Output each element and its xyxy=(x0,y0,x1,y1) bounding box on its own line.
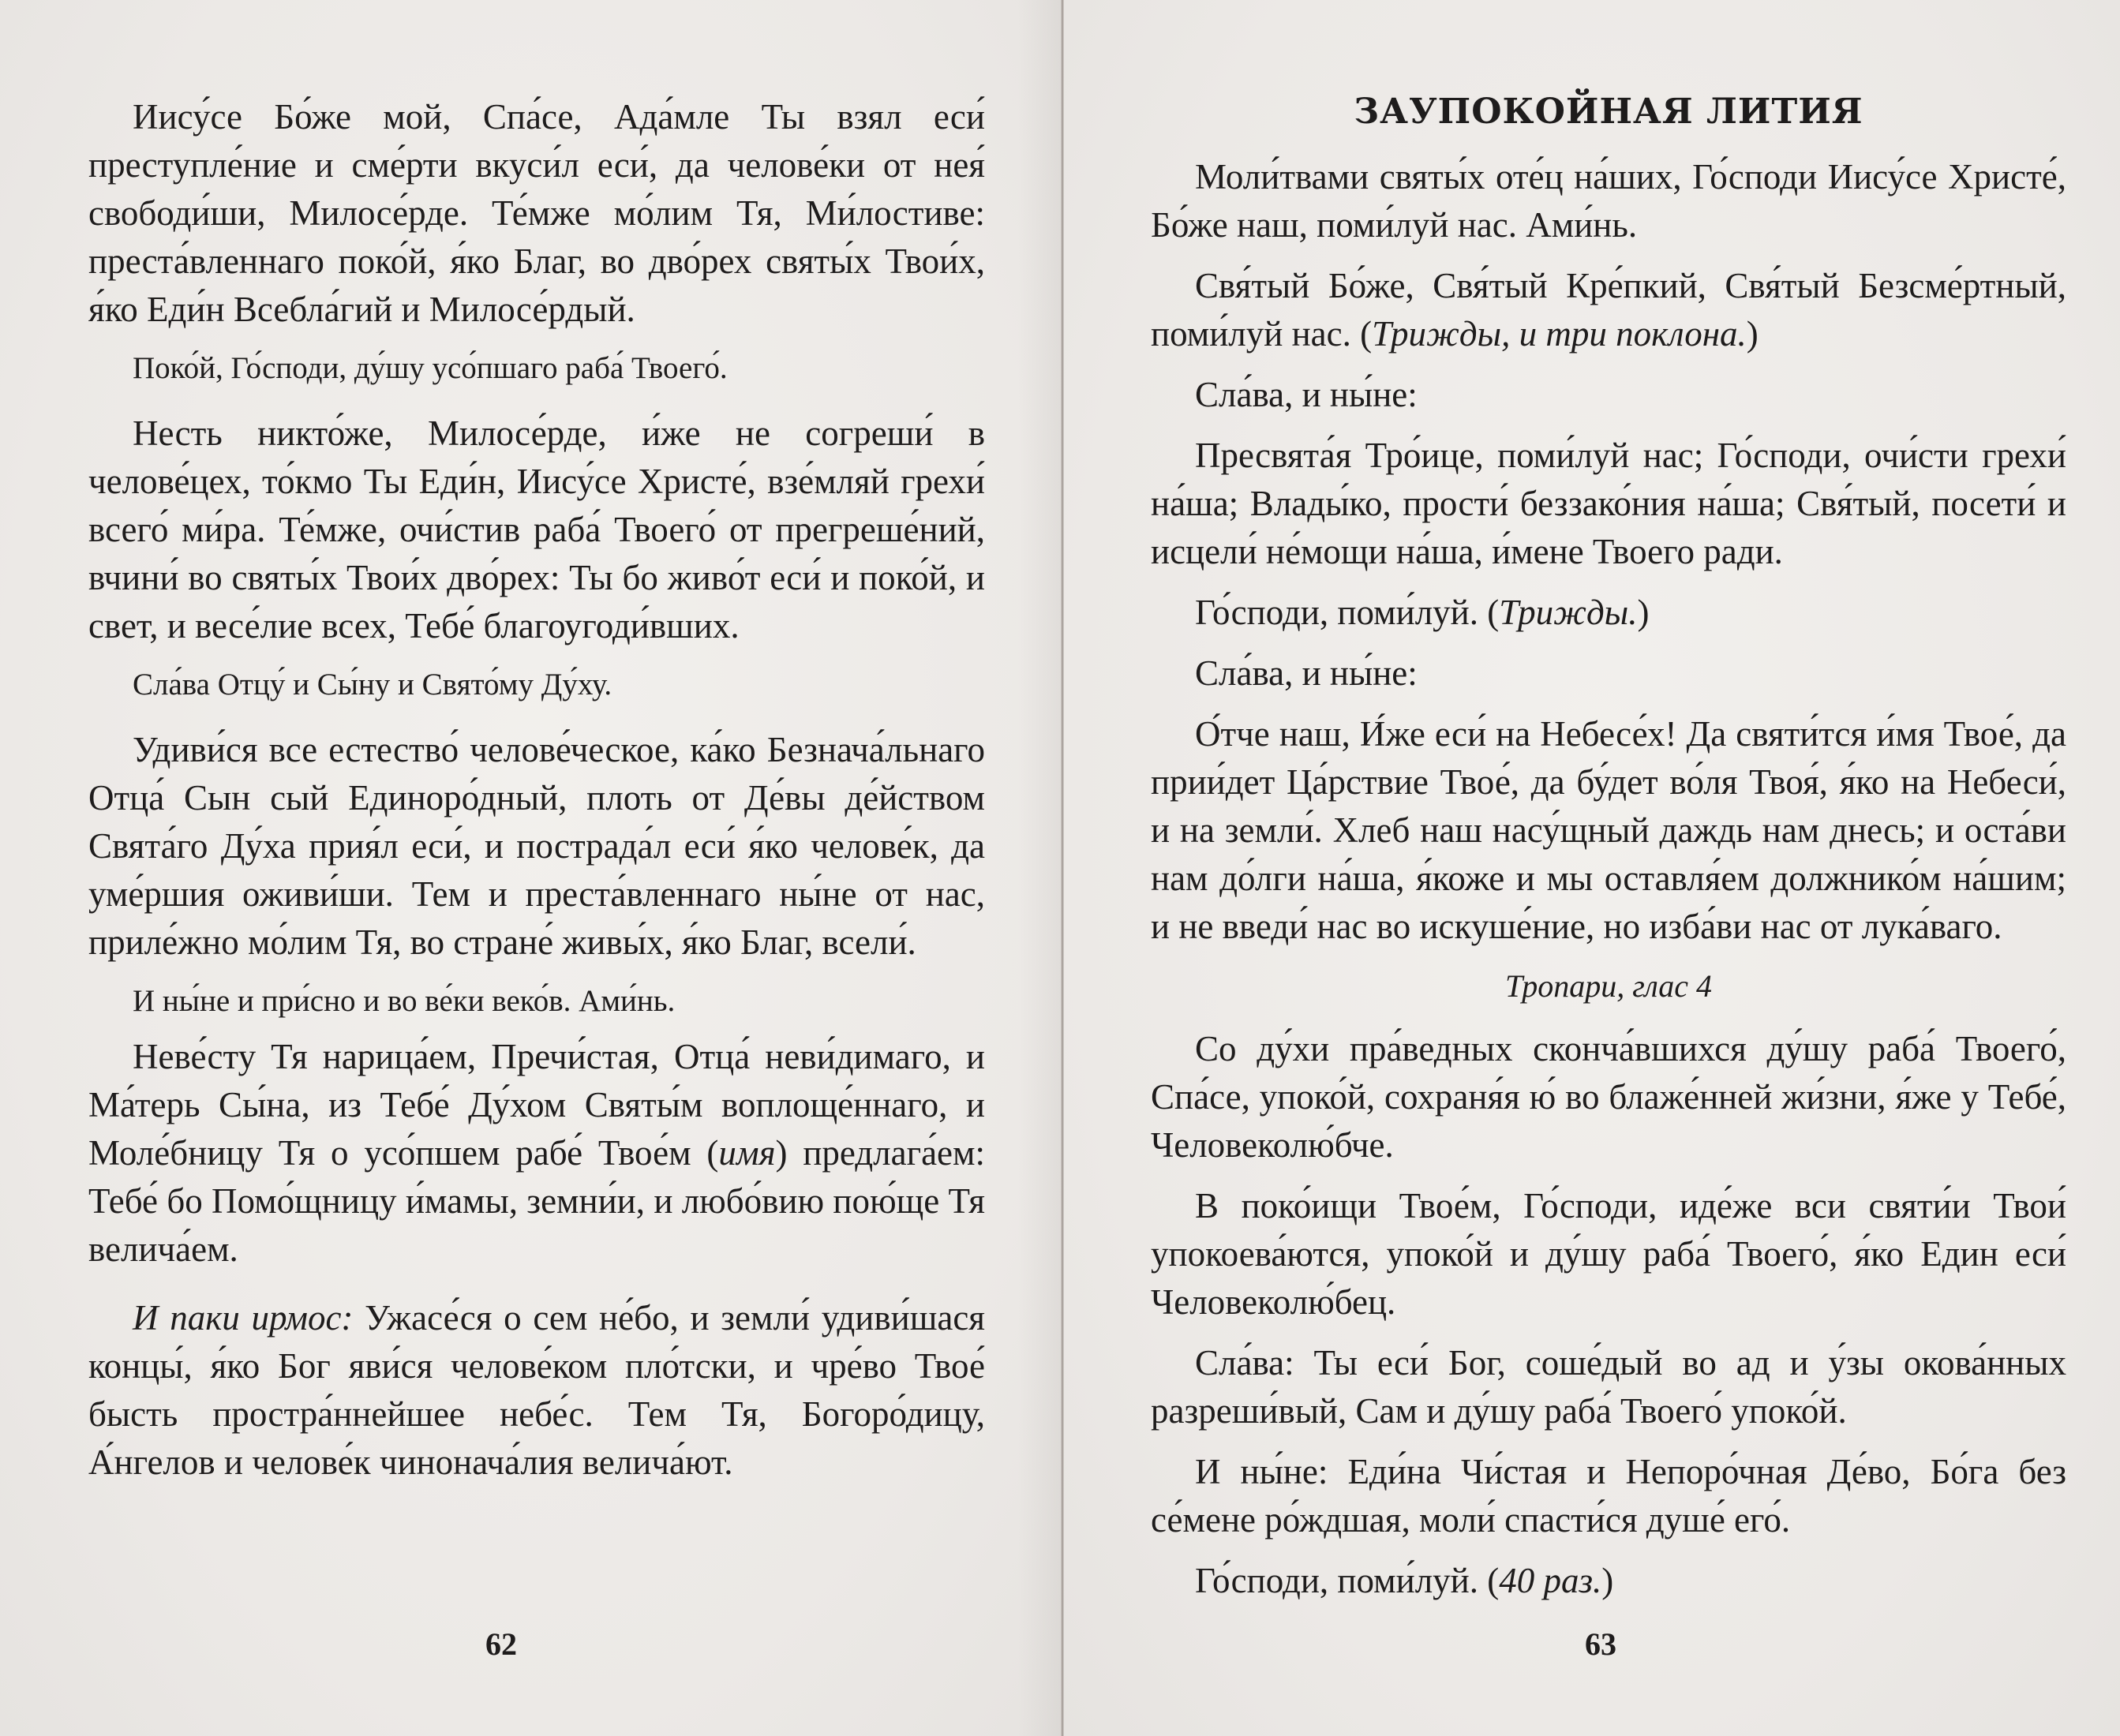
paragraph: Сла́ва, и ны́не: xyxy=(1195,375,1418,414)
paragraph: О́тче наш, И́же еси́ на Небесе́х! Да святи́тся и́мя Твое́, да прии́дет Ца́рствие Твое́, да бу́дет во́ля Твоя́, я́ко на Небеси́, и на земли́. Хлеб наш насу́щный даждь нам днесь; и оста́ви нам до́лги на́ша, я́коже и мы оставля́ем должнико́м на́шим; и не введи́ нас во искуше́ние, но изба́ви нас от лука́ваго. xyxy=(1151,714,2066,946)
paragraph xyxy=(1151,262,2066,358)
paragraph-text: Го́споди, поми́луй. ( xyxy=(1195,1561,1500,1600)
rubric-italic: И паки ирмос: xyxy=(133,1298,354,1338)
paragraph-text: Ужасе́ся о сем не́бо, и земли́ удиви́шася концы́, я́ко Бог яви́ся челове́ком пло́тски, и чре́во Твое́ бысть простра́ннейшее небе́с. Тем Тя, Богоро́дицу, А́нгелов и челове́к чинонача́лия велича́ют. xyxy=(88,1298,985,1482)
paragraph-text: ) xyxy=(1601,1561,1614,1600)
refrain: Поко́й, Го́споди, ду́шу усо́пшаго раба́ Твоего́. xyxy=(133,351,728,385)
right-page xyxy=(1064,0,2120,1736)
paragraph-text: ) xyxy=(1746,314,1759,354)
section-subheading: Тропари, глас 4 xyxy=(1504,968,1712,1004)
paragraph: Со ду́хи пра́ведных сконча́вшихся ду́шу раба́ Твоего́, Спа́се, упоко́й, сохраня́я ю́ во блаже́нней жи́зни, я́же у Тебе́, Человеколю́бче. xyxy=(1151,1029,2066,1165)
rubric-italic: Трижды, и три поклона. xyxy=(1372,314,1747,354)
page-number: 62 xyxy=(485,1626,517,1662)
left-page-text xyxy=(88,93,985,1499)
rubric-italic: 40 раз. xyxy=(1499,1561,1602,1600)
paragraph-text: ) xyxy=(1637,593,1650,632)
paragraph xyxy=(88,1033,985,1274)
refrain: И ны́не и при́сно и во ве́ки веко́в. Ами́нь. xyxy=(133,984,676,1018)
page-number: 63 xyxy=(1585,1626,1616,1662)
rubric-italic: имя xyxy=(718,1133,776,1173)
paragraph-text: Го́споди, поми́луй. ( xyxy=(1195,593,1500,632)
paragraph xyxy=(1151,589,2066,637)
paragraph: Иису́се Бо́же мой, Спа́се, Ада́мле Ты взял еси́ преступле́ние и сме́рти вкуси́л еси́, да челове́ки от нея́ свободи́ши, Милосе́рде. Те́мже мо́лим Тя, Ми́лостиве: преста́вленнаго поко́й, я́ко Благ, во дво́рех святы́х Твои́х, я́ко Еди́н Всебла́гий и Милосе́рдый. xyxy=(88,97,985,329)
paragraph: Несть никто́же, Милосе́рде, и́же не согреши́ в челове́цех, то́кмо Ты Еди́н, Иису́се Христе́, взе́мляй грехи́ всего́ ми́ра. Те́мже, очи́стив раба́ Твоего́ от прегреше́ний, вчини́ во святы́х Твои́х дво́рех: Ты бо живо́т еси́ и поко́й, и свет, и весе́лие всех, Тебе́ благоугоди́вших. xyxy=(88,413,985,645)
refrain: Сла́ва Отцу́ и Сы́ну и Свято́му Ду́ху. xyxy=(133,668,612,702)
paragraph: Сла́ва: Ты еси́ Бог, соше́дый во ад и у́зы окова́нных разреши́вый, Сам и ду́шу раба́ Твоего́ упоко́й. xyxy=(1151,1343,2066,1431)
paragraph-text: ) предлага́ем: Тебе́ бо Помо́щницу и́мамы, земни́и, и любо́вию пою́ще Тя велича́ем. xyxy=(88,1133,985,1269)
paragraph-text: Неве́сту Тя нарица́ем, Пречи́стая, Отца́ неви́димаго, и Ма́терь Сы́на, из Тебе́ Ду́хом Святы́м воплоще́ннаго, и Моле́бницу Тя о усо́пшем рабе́ Твое́м ( xyxy=(88,1037,985,1173)
paragraph: В поко́ищи Твое́м, Го́споди, иде́же вси святи́и Твои́ упокоева́ются, упоко́й и ду́шу раба́ Твоего́, я́ко Един еси́ Человеколю́бец. xyxy=(1151,1186,2066,1322)
paragraph xyxy=(88,1294,985,1487)
paragraph: Пресвята́я Тро́ице, поми́луй нас; Го́споди, очи́сти грехи́ на́ша; Влады́ко, прости́ беззако́ния на́ша; Свя́тый, посети́ и исцели́ не́мощи на́ша, и́мене Твоего ради. xyxy=(1151,436,2066,571)
right-page-text xyxy=(1151,93,2066,1618)
gutter-shadow xyxy=(1018,0,1062,1736)
paragraph: Моли́твами святы́х оте́ц на́ших, Го́споди Иису́се Христе́, Бо́же наш, поми́луй нас. Ами́нь. xyxy=(1151,157,2066,245)
rubric-italic: Трижды. xyxy=(1499,593,1638,632)
paragraph: И ны́не: Еди́на Чи́стая и Непоро́чная Де́во, Бо́га без се́мене ро́ждшая, моли́ спасти́ся душе́ его́. xyxy=(1151,1452,2066,1540)
page-title: ЗАУПОКОЙНАЯ ЛИТИЯ xyxy=(1354,92,1863,132)
paragraph-text: Свя́тый Бо́же, Свя́тый Кре́пкий, Свя́тый Безсме́ртный, поми́луй нас. ( xyxy=(1151,266,2066,354)
paragraph: Сла́ва, и ны́не: xyxy=(1195,653,1418,693)
paragraph xyxy=(1151,1557,2066,1605)
paragraph: Удиви́ся все естество́ челове́ческое, ка́ко Безнача́льнаго Отца́ Сын сый Единоро́дный, плоть от Де́вы де́йством Свята́го Ду́ха прия́л еси́, и пострада́л еси́ я́ко челове́к, да уме́ршия оживи́ши. Тем и преста́вленнаго ны́не от нас, приле́жно мо́лим Тя, во стране́ живы́х, я́ко Благ, всели́. xyxy=(88,730,985,962)
